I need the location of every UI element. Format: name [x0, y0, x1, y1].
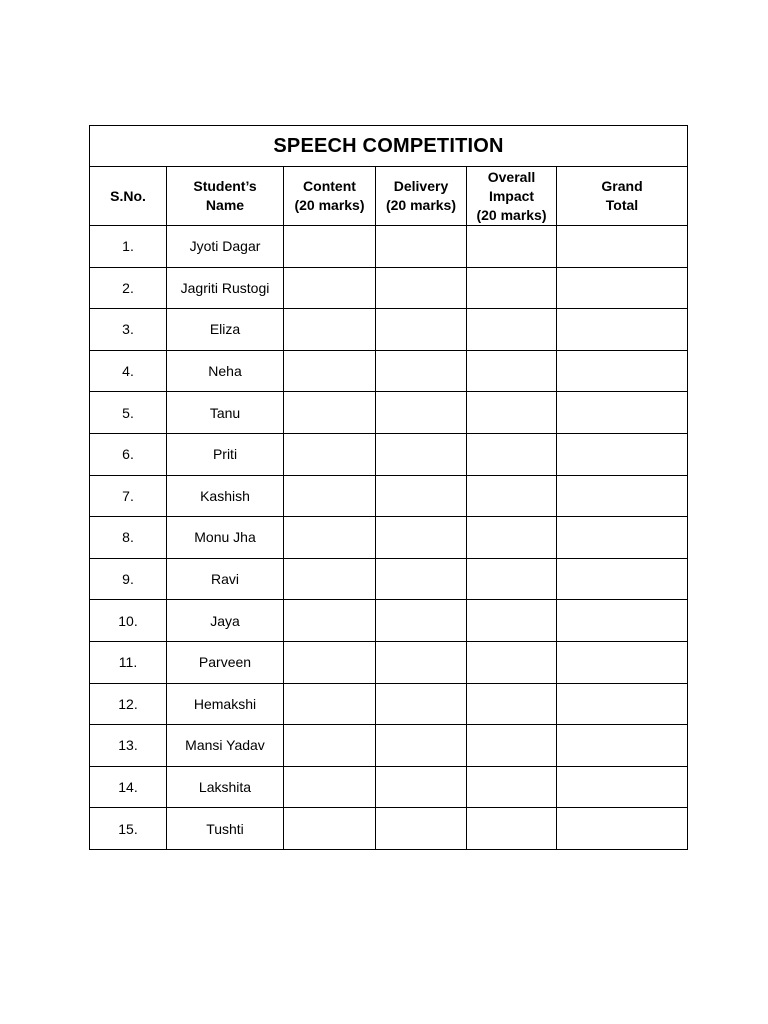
delivery-marks-cell[interactable]	[376, 517, 467, 559]
serial-number-cell: 7.	[90, 475, 167, 517]
student-name-cell: Kashish	[167, 475, 284, 517]
header-student-name	[167, 167, 284, 226]
content-marks-cell[interactable]	[284, 725, 376, 767]
content-marks-cell[interactable]	[284, 517, 376, 559]
student-name-cell: Mansi Yadav	[167, 725, 284, 767]
table-row	[90, 309, 688, 351]
header-grand-total	[557, 167, 688, 226]
impact-marks-cell[interactable]	[467, 641, 557, 683]
content-marks-cell[interactable]	[284, 683, 376, 725]
header-sno	[90, 167, 167, 226]
content-marks-cell[interactable]	[284, 433, 376, 475]
table-row	[90, 766, 688, 808]
header-name-line-2: Name	[205, 197, 245, 213]
grand-total-cell[interactable]	[557, 683, 688, 725]
table-row	[90, 475, 688, 517]
impact-marks-cell[interactable]	[467, 392, 557, 434]
impact-marks-cell[interactable]	[467, 808, 557, 850]
delivery-marks-cell[interactable]	[376, 226, 467, 268]
table-row	[90, 558, 688, 600]
grand-total-cell[interactable]	[557, 808, 688, 850]
delivery-marks-cell[interactable]	[376, 725, 467, 767]
header-name-line-1: Student’s	[193, 178, 257, 194]
header-sno-line: S.No.	[110, 187, 146, 204]
serial-number-cell: 6.	[90, 433, 167, 475]
table-row	[90, 433, 688, 475]
content-marks-cell[interactable]	[284, 558, 376, 600]
delivery-marks-cell[interactable]	[376, 267, 467, 309]
grand-total-cell[interactable]	[557, 517, 688, 559]
impact-marks-cell[interactable]	[467, 766, 557, 808]
grand-total-cell[interactable]	[557, 267, 688, 309]
serial-number-cell: 8.	[90, 517, 167, 559]
header-content-line-1: Content	[303, 178, 356, 194]
table-title: SPEECH COMPETITION	[90, 126, 688, 167]
score-table	[89, 125, 688, 850]
score-sheet	[89, 125, 688, 850]
student-name-cell: Jagriti Rustogi	[167, 267, 284, 309]
delivery-marks-cell[interactable]	[376, 350, 467, 392]
delivery-marks-cell[interactable]	[376, 641, 467, 683]
serial-number-cell: 10.	[90, 600, 167, 642]
impact-marks-cell[interactable]	[467, 600, 557, 642]
impact-marks-cell[interactable]	[467, 226, 557, 268]
grand-total-cell[interactable]	[557, 641, 688, 683]
table-row	[90, 392, 688, 434]
serial-number-cell: 14.	[90, 766, 167, 808]
impact-marks-cell[interactable]	[467, 558, 557, 600]
delivery-marks-cell[interactable]	[376, 309, 467, 351]
table-row	[90, 725, 688, 767]
content-marks-cell[interactable]	[284, 641, 376, 683]
content-marks-cell[interactable]	[284, 600, 376, 642]
serial-number-cell: 15.	[90, 808, 167, 850]
student-name-cell: Parveen	[167, 641, 284, 683]
serial-number-cell: 9.	[90, 558, 167, 600]
content-marks-cell[interactable]	[284, 808, 376, 850]
serial-number-cell: 3.	[90, 309, 167, 351]
grand-total-cell[interactable]	[557, 600, 688, 642]
content-marks-cell[interactable]	[284, 766, 376, 808]
student-name-cell: Hemakshi	[167, 683, 284, 725]
student-name-cell: Tanu	[167, 392, 284, 434]
grand-total-cell[interactable]	[557, 226, 688, 268]
serial-number-cell: 11.	[90, 641, 167, 683]
serial-number-cell: 4.	[90, 350, 167, 392]
table-row	[90, 267, 688, 309]
delivery-marks-cell[interactable]	[376, 600, 467, 642]
table-row	[90, 226, 688, 268]
table-row	[90, 641, 688, 683]
delivery-marks-cell[interactable]	[376, 766, 467, 808]
header-delivery-line-1: Delivery	[393, 178, 449, 194]
delivery-marks-cell[interactable]	[376, 683, 467, 725]
header-delivery	[376, 167, 467, 226]
serial-number-cell: 1.	[90, 226, 167, 268]
header-impact-line-3: (20 marks)	[476, 206, 547, 223]
impact-marks-cell[interactable]	[467, 433, 557, 475]
header-impact-line-2: Impact	[488, 187, 535, 204]
delivery-marks-cell[interactable]	[376, 808, 467, 850]
student-name-cell: Jyoti Dagar	[167, 226, 284, 268]
grand-total-cell[interactable]	[557, 766, 688, 808]
content-marks-cell[interactable]	[284, 475, 376, 517]
grand-total-cell[interactable]	[557, 725, 688, 767]
grand-total-cell[interactable]	[557, 392, 688, 434]
student-rows	[90, 226, 688, 850]
content-marks-cell[interactable]	[284, 350, 376, 392]
title-row	[90, 126, 688, 167]
header-overall-impact	[467, 167, 557, 226]
serial-number-cell: 12.	[90, 683, 167, 725]
impact-marks-cell[interactable]	[467, 309, 557, 351]
impact-marks-cell[interactable]	[467, 267, 557, 309]
table-row	[90, 808, 688, 850]
content-marks-cell[interactable]	[284, 267, 376, 309]
impact-marks-cell[interactable]	[467, 475, 557, 517]
student-name-cell: Ravi	[167, 558, 284, 600]
table-row	[90, 350, 688, 392]
serial-number-cell: 5.	[90, 392, 167, 434]
student-name-cell: Tushti	[167, 808, 284, 850]
header-impact-line-1: Overall	[487, 168, 536, 185]
delivery-marks-cell[interactable]	[376, 433, 467, 475]
serial-number-cell: 13.	[90, 725, 167, 767]
table-row	[90, 600, 688, 642]
content-marks-cell[interactable]	[284, 226, 376, 268]
student-name-cell: Eliza	[167, 309, 284, 351]
impact-marks-cell[interactable]	[467, 517, 557, 559]
table-row	[90, 517, 688, 559]
grand-total-cell[interactable]	[557, 350, 688, 392]
student-name-cell: Neha	[167, 350, 284, 392]
header-total-line-1: Grand	[601, 178, 643, 194]
header-delivery-line-2: (20 marks)	[385, 197, 457, 213]
impact-marks-cell[interactable]	[467, 350, 557, 392]
impact-marks-cell[interactable]	[467, 725, 557, 767]
delivery-marks-cell[interactable]	[376, 558, 467, 600]
grand-total-cell[interactable]	[557, 475, 688, 517]
grand-total-cell[interactable]	[557, 309, 688, 351]
grand-total-cell[interactable]	[557, 433, 688, 475]
delivery-marks-cell[interactable]	[376, 475, 467, 517]
header-content-line-2: (20 marks)	[294, 197, 365, 213]
delivery-marks-cell[interactable]	[376, 392, 467, 434]
student-name-cell: Jaya	[167, 600, 284, 642]
content-marks-cell[interactable]	[284, 309, 376, 351]
serial-number-cell: 2.	[90, 267, 167, 309]
header-row	[90, 167, 688, 226]
header-total-line-2: Total	[605, 197, 639, 213]
grand-total-cell[interactable]	[557, 558, 688, 600]
impact-marks-cell[interactable]	[467, 683, 557, 725]
table-row	[90, 683, 688, 725]
content-marks-cell[interactable]	[284, 392, 376, 434]
header-content	[284, 167, 376, 226]
student-name-cell: Lakshita	[167, 766, 284, 808]
student-name-cell: Monu Jha	[167, 517, 284, 559]
student-name-cell: Priti	[167, 433, 284, 475]
